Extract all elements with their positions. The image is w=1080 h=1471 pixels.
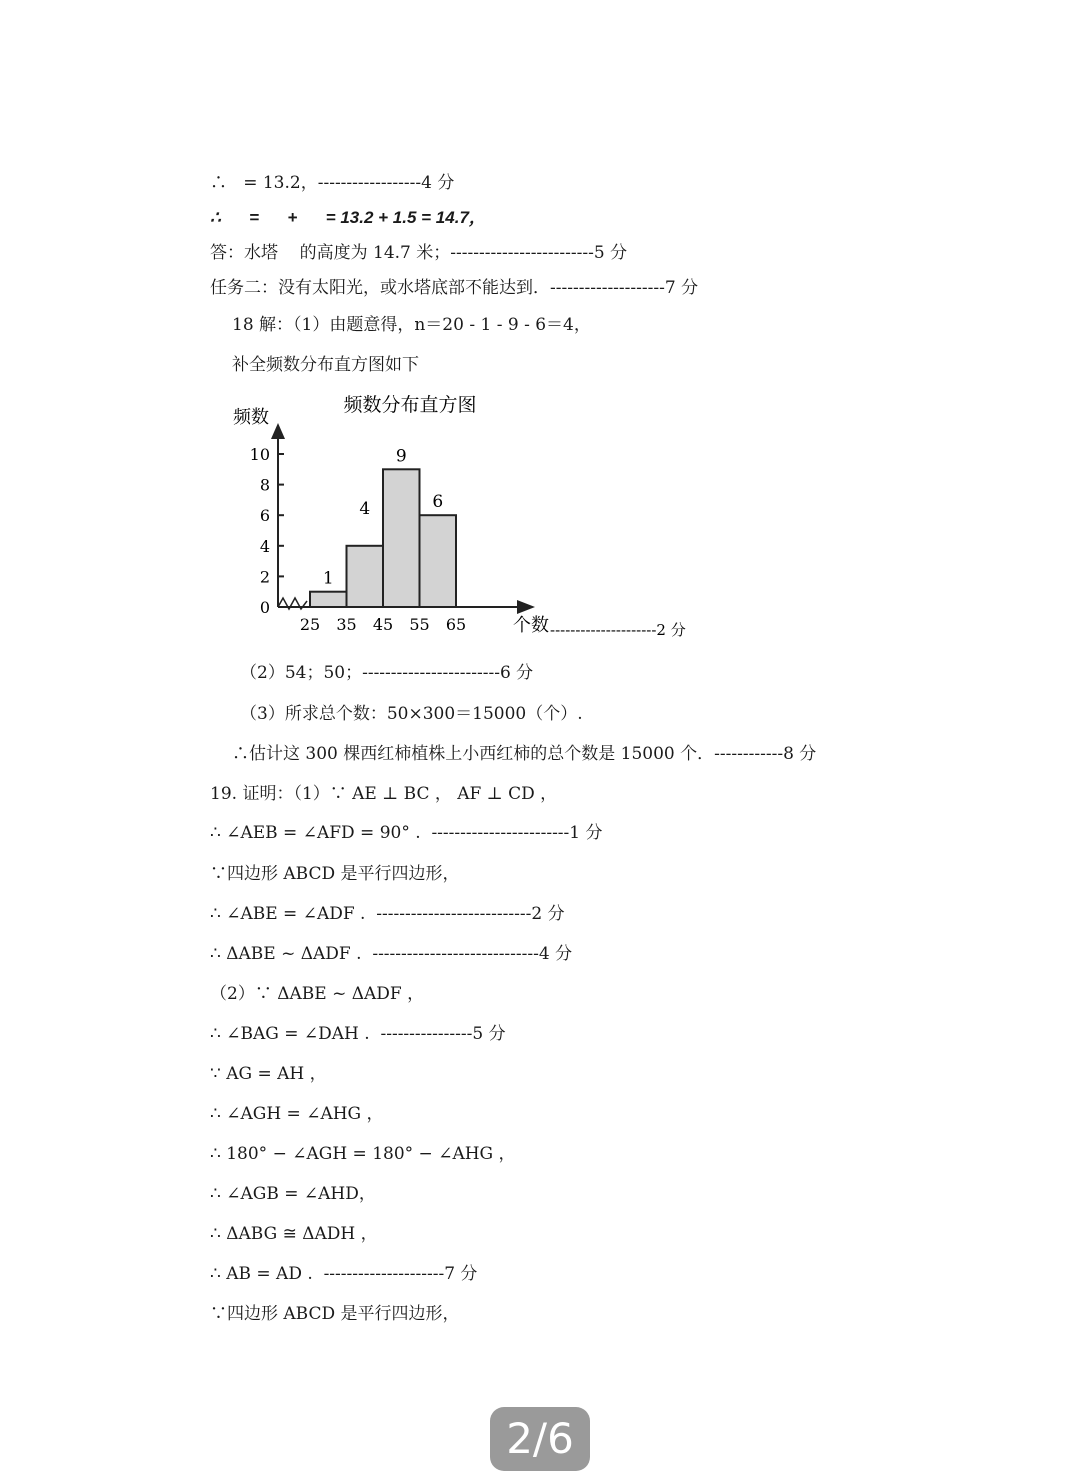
line-4: 任务二：没有太阳光，或水塔底部不能达到．--------------------7 分 bbox=[210, 278, 699, 298]
line-10: ∴估计这 300 棵西红柿植株上小西红柿的总个数是 15000 个．------------8 分 bbox=[232, 744, 817, 764]
y-tick-label: 8 bbox=[259, 475, 270, 495]
histogram-chart bbox=[225, 385, 765, 655]
bar-25-35 bbox=[310, 592, 347, 607]
line-9: （3）所求总个数：50×300＝15000（个）. bbox=[240, 704, 583, 724]
chart-title: 频数分布直方图 bbox=[343, 394, 477, 416]
line-17: ∴ ∠BAG = ∠DAH . ----------------5 分 bbox=[210, 1024, 506, 1044]
line-22: ∴ ΔABG ≅ ΔADH ， bbox=[210, 1224, 378, 1244]
bar-55-65 bbox=[420, 515, 457, 607]
x-tick-label: 65 bbox=[445, 615, 467, 634]
x-tick-label: 45 bbox=[372, 615, 394, 634]
line-6: 补全频数分布直方图如下 bbox=[232, 355, 419, 375]
line-23: ∴ AB = AD . ---------------------7 分 bbox=[210, 1264, 478, 1284]
x-tick-label: 55 bbox=[409, 615, 430, 634]
bar-45-55 bbox=[383, 469, 420, 607]
y-axis-arrow bbox=[271, 423, 285, 439]
y-tick-label: 0 bbox=[259, 598, 270, 617]
chart-score-suffix: ---------------------2 分 bbox=[550, 621, 686, 639]
y-tick-label: 10 bbox=[249, 445, 270, 464]
line-3: 答：水塔 的高度为 14.7 米；-------------------------5 分 bbox=[210, 243, 628, 263]
line-5: 18 解：（1）由题意得，n＝20 - 1 - 9 - 6＝4， bbox=[232, 315, 591, 335]
line-21: ∴ ∠AGB = ∠AHD， bbox=[210, 1184, 376, 1204]
x-tick-label: 35 bbox=[336, 615, 357, 634]
x-ticks bbox=[300, 615, 466, 634]
line-12: ∴ ∠AEB = ∠AFD = 90° . ------------------------1 分 bbox=[210, 823, 603, 843]
y-tick-label: 6 bbox=[259, 506, 270, 526]
line-1: ∴ = 13.2，------------------4 分 bbox=[210, 173, 455, 193]
line-15: ∴ ΔABE ~ ΔADF . -----------------------------4 分 bbox=[210, 944, 573, 964]
bars bbox=[310, 446, 456, 607]
line-14: ∴ ∠ABE = ∠ADF . ---------------------------2 分 bbox=[210, 904, 565, 924]
line-13: ∵四边形 ABCD 是平行四边形， bbox=[210, 864, 460, 884]
line-11: 19. 证明：（1）∵ AE ⊥ BC ， AF ⊥ CD ， bbox=[210, 784, 558, 804]
bar-35-45 bbox=[347, 546, 384, 607]
bar-value-label: 4 bbox=[359, 498, 371, 519]
x-axis-arrow bbox=[517, 600, 535, 614]
line-2: ∴ = + = 13.2 + 1.5 = 14.7， bbox=[210, 208, 486, 227]
y-tick-label: 4 bbox=[259, 536, 270, 556]
bar-value-label: 9 bbox=[395, 446, 407, 467]
line-8: （2）54；50；------------------------6 分 bbox=[240, 663, 534, 683]
x-tick-label: 25 bbox=[299, 615, 321, 634]
line-24: ∵四边形 ABCD 是平行四边形， bbox=[210, 1304, 460, 1324]
line-19: ∴ ∠AGH = ∠AHG ， bbox=[210, 1104, 384, 1124]
page-indicator: 2/6 bbox=[490, 1407, 590, 1471]
bar-value-label: 6 bbox=[432, 492, 444, 513]
line-18: ∵ AG = AH ， bbox=[210, 1064, 327, 1084]
y-tick-label: 2 bbox=[259, 567, 270, 587]
chart-xlabel: 个数 bbox=[513, 615, 549, 636]
bar-value-label: 1 bbox=[322, 568, 334, 589]
line-20: ∴ 180° − ∠AGH = 180° − ∠AHG ， bbox=[210, 1144, 516, 1164]
chart-ylabel: 频数 bbox=[233, 407, 269, 428]
line-16: （2）∵ ΔABE ~ ΔADF ， bbox=[210, 984, 425, 1004]
